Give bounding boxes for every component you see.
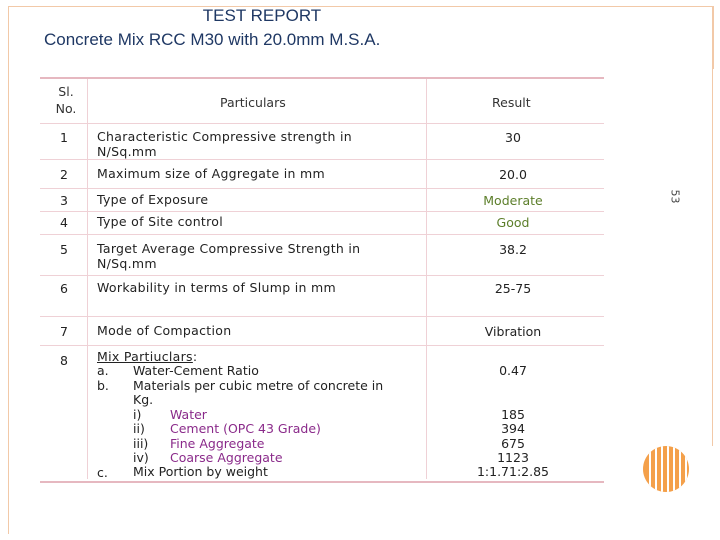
table-row [40,123,604,160]
header-divider [87,79,88,123]
slide-frame-right [712,6,713,446]
row-result: Good [496,215,530,230]
coarse-aggregate-value: 1123 [497,450,529,465]
row-particulars: Mode of Compaction [97,323,232,338]
mix-particulars-heading: Mix Partiuclars: [97,349,198,364]
item-fine-aggregate: Fine Aggregate [170,436,265,451]
item-num: ii) [133,421,145,436]
item-num: iv) [133,450,149,465]
water-cement-ratio-value: 0.47 [499,363,527,378]
table-row-mix-particulars [40,346,604,479]
slide-frame-left [8,6,9,534]
table-row [40,276,604,317]
row-result: Vibration [484,324,542,339]
test-report-table [40,77,604,483]
item-label-b: b. [97,378,109,393]
header-result: Result [492,95,531,110]
header-divider [426,79,427,123]
row-sl: 7 [60,324,68,339]
mix-portion-value: 1:1.71:2.85 [476,464,550,479]
row-result: Moderate [483,193,543,208]
row-sl: 3 [60,193,68,208]
table-row [40,212,604,235]
item-num: i) [133,407,142,422]
row-particulars: Type of Exposure [97,192,209,207]
row-sl: 1 [60,130,68,145]
table-row [40,189,604,212]
row-particulars: Target Average Compressive Strength in N/Sq.mm [97,241,361,271]
table-row [40,160,604,189]
mix-portion-label: Mix Portion by weight [133,464,268,479]
row-result: 20.0 [499,167,527,182]
row-sl: 8 [60,353,68,368]
item-coarse-aggregate: Coarse Aggregate [170,450,283,465]
row-sl: 2 [60,167,68,182]
item-num: iii) [133,436,149,451]
cement-value: 394 [501,421,525,436]
water-value: 185 [501,407,525,422]
materials-unit: Kg. [133,392,154,407]
row-result: 38.2 [499,242,527,257]
page-number: 53 [668,189,682,204]
row-particulars: Workability in terms of Slump in mm [97,280,336,295]
decorative-circle-icon [643,446,689,492]
item-label-a: a. [97,363,109,378]
water-cement-ratio-label: Water-Cement Ratio [133,363,259,378]
header-sl-no: Sl. No. [55,84,77,116]
row-particulars: Type of Site control [97,214,224,229]
report-subtitle: Concrete Mix RCC M30 with 20.0mm M.S.A. [44,30,381,49]
row-sl: 6 [60,281,68,296]
item-water: Water [170,407,207,422]
item-label-c: c. [97,465,108,480]
row-particulars: Characteristic Compressive strength in N/Sq.mm [97,129,352,159]
row-result: 25-75 [494,281,532,296]
row-sl: 4 [60,215,68,230]
item-cement: Cement (OPC 43 Grade) [170,421,321,436]
row-result: 30 [505,130,521,145]
row-sl: 5 [60,242,68,257]
materials-label: Materials per cubic metre of concrete in [133,378,384,393]
table-row [40,317,604,346]
report-title: TEST REPORT [202,6,322,25]
row-particulars: Maximum size of Aggregate in mm [97,166,325,181]
table-header [40,79,604,124]
table-row [40,235,604,276]
header-particulars: Particulars [220,95,286,110]
fine-aggregate-value: 675 [501,436,525,451]
